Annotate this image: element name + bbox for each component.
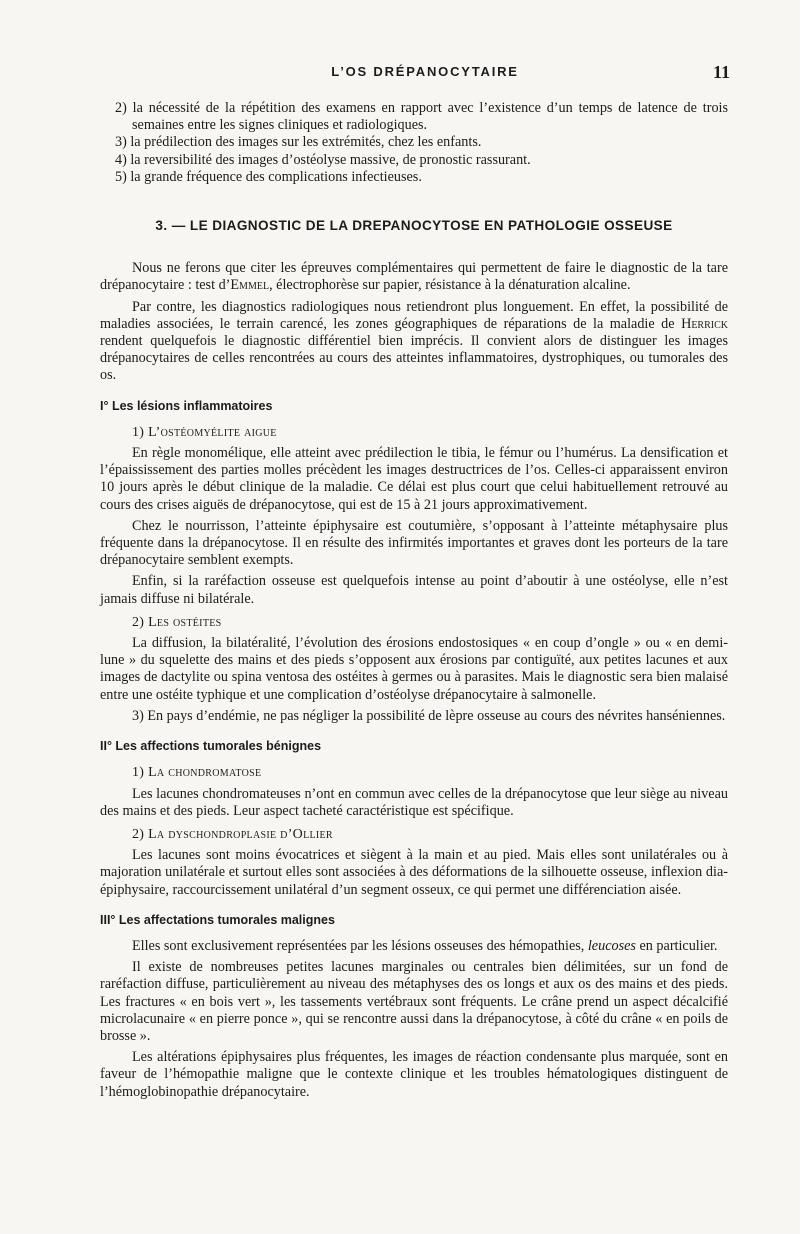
subheading xyxy=(132,826,728,843)
subheading-title: Les ostéites xyxy=(148,614,222,630)
section-title: 3. — LE DIAGNOSTIC DE LA DREPANOCYTOSE EN PATHOLOGIE OSSEUSE xyxy=(155,218,673,234)
text-run: , électrophorèse sur papier, résistance à la dénaturation alcaline. xyxy=(269,277,631,294)
list-item: 3) la prédilection des images sur les extrémités, chez les enfants. xyxy=(115,134,482,151)
list-item: 4) la reversibilité des images d’ostéolyse massive, de pronostic rassurant. xyxy=(115,151,531,168)
italic-term: leucoses xyxy=(587,937,636,954)
subheading-number: 2) xyxy=(132,614,149,630)
paragraph: Les lacunes sont moins évocatrices et siègent à la main et au pied. Mais elles sont unilatérales ou à majoration unilatérale et surtout elles sont associées à des déformations de la silhouette osseuse, inflexion dia-épiphysaire, raccourcissement unilatéral d’un segment osseux, ce qui permet une différenciation aisée. xyxy=(100,847,728,898)
heading-part-2: II° Les affections tumorales bénignes xyxy=(100,739,322,754)
subheading-number: 1) xyxy=(132,424,149,440)
subheading xyxy=(132,614,728,631)
text-run: Elles sont exclusivement représentées par les lésions osseuses des hémopathies, xyxy=(132,937,588,954)
paragraph: 3) En pays d’endémie, ne pas négliger la possibilité de lèpre osseuse au cours des névrites hanséniennes. xyxy=(132,707,726,724)
paragraph: Il existe de nombreuses petites lacunes marginales ou centrales bien délimitées, sur un fond de raréfaction diffuse, particulièrement au niveau des métaphyses des os longs et aux os des mains et des pieds. Les fractures « en bois vert », les tassements vertébraux sont fréquents. Le crâne prend un aspect décalcifié microlacunaire « en pierre ponce », qui se rencontre aussi dans la drépanocytose, à côté du crâne « en poils de brosse ». xyxy=(100,959,728,1044)
paragraph xyxy=(100,938,728,955)
paragraph: Chez le nourrisson, l’atteinte épiphysaire est coutumière, s’opposant à l’atteinte métaphysaire plus fréquente dans la drépanocytose. Il en résulte des infirmités importantes et graves dont les porteurs de la tare drépanocytaire semblent exempts. xyxy=(100,517,728,569)
subheading-title: L’ostéomyélite aigue xyxy=(148,424,277,440)
author-name: Emmel xyxy=(230,277,270,294)
list-item: 2) la nécessité de la répétition des examens en rapport avec l’existence d’un temps de latence de trois semaines entre les signes cliniques et radiologiques. xyxy=(115,100,728,134)
paragraph: Les altérations épiphysaires plus fréquentes, les images de réaction condensante plus marquée, sont en faveur de l’hémopathie maligne que le contexte clinique et les troubles hématologiques distinguent de l’hémoglobinopathie drépanocytaire. xyxy=(100,1049,728,1100)
subheading-number: 1) xyxy=(132,765,149,781)
paragraph: En règle monomélique, elle atteint avec prédilection le tibia, le fémur ou l’humérus. La densification et l’épaississement des parties molles précèdent les images destructrices de l’os. Celles-ci apparaissent environ 10 jours après le début clinique de la maladie. Ce délai est plus court que celui habituellement retrouvé au cours des crises aiguës de drépanocytose, qui est de 15 à 21 jours approximativement. xyxy=(100,445,728,513)
author-name: Herrick xyxy=(681,315,728,332)
heading-part-1: I° Les lésions inflammatoires xyxy=(100,398,273,413)
subheading xyxy=(132,764,728,781)
paragraph: Enfin, si la raréfaction osseuse est quelquefois intense au point d’aboutir à une ostéolyse, elle n’est jamais diffuse ni bilatérale. xyxy=(100,573,728,607)
paragraph: La diffusion, la bilatéralité, l’évolution des érosions endostosiques « en coup d’ongle » ou « en demi-lune » du squelette des mains et des pieds s’opposent aux érosions par contiguïté, aux petites lacunes et aux images de dactylite ou spina ventosa des ostéites à germes ou à parasites. Mais le diagnostic sera bien malaisé entre une ostéite typhique et une complication d’ostéolyse drépanocytaire à salmonelle. xyxy=(100,635,728,703)
subheading-number: 2) xyxy=(132,826,149,842)
subheading-title: La dyschondroplasie d’Ollier xyxy=(148,826,333,842)
page-header xyxy=(120,64,730,86)
page-number: 11 xyxy=(712,62,730,82)
text-run: en particulier. xyxy=(635,937,718,954)
body-text xyxy=(100,100,728,1105)
paragraph xyxy=(100,299,728,385)
heading-part-3: III° Les affectations tumorales malignes xyxy=(100,912,335,927)
text-run: Par contre, les diagnostics radiologiques nous retiendront plus longuement. En effet, la possibilité de maladies associées, le terrain carencé, les zones géographiques de réparations de la maladie de xyxy=(100,298,728,332)
running-title: L’OS DRÉPANOCYTAIRE xyxy=(331,64,519,79)
subheading xyxy=(132,424,728,441)
text-run: Nous ne ferons que citer les épreuves complémentaires qui permettent de faire le diagnostic de la tare drépanocytaire : test d’ xyxy=(100,260,728,294)
list-item: 5) la grande fréquence des complications infectieuses. xyxy=(115,168,422,185)
text-run: rendent quelquefois le diagnostic différentiel bien imprécis. Il convient alors de distinguer les images drépanocytaires de celles rencontrées au cours des atteintes inflammatoires, dystrophiques, ou tumorales des os. xyxy=(100,333,728,384)
subheading-title: La chondromatose xyxy=(148,765,262,781)
paragraph: Les lacunes chondromateuses n’ont en commun avec celles de la drépanocytose que leur siège au niveau des mains et des pieds. Leur aspect tacheté caractéristique est spécifique. xyxy=(100,785,728,819)
paragraph xyxy=(100,260,728,294)
